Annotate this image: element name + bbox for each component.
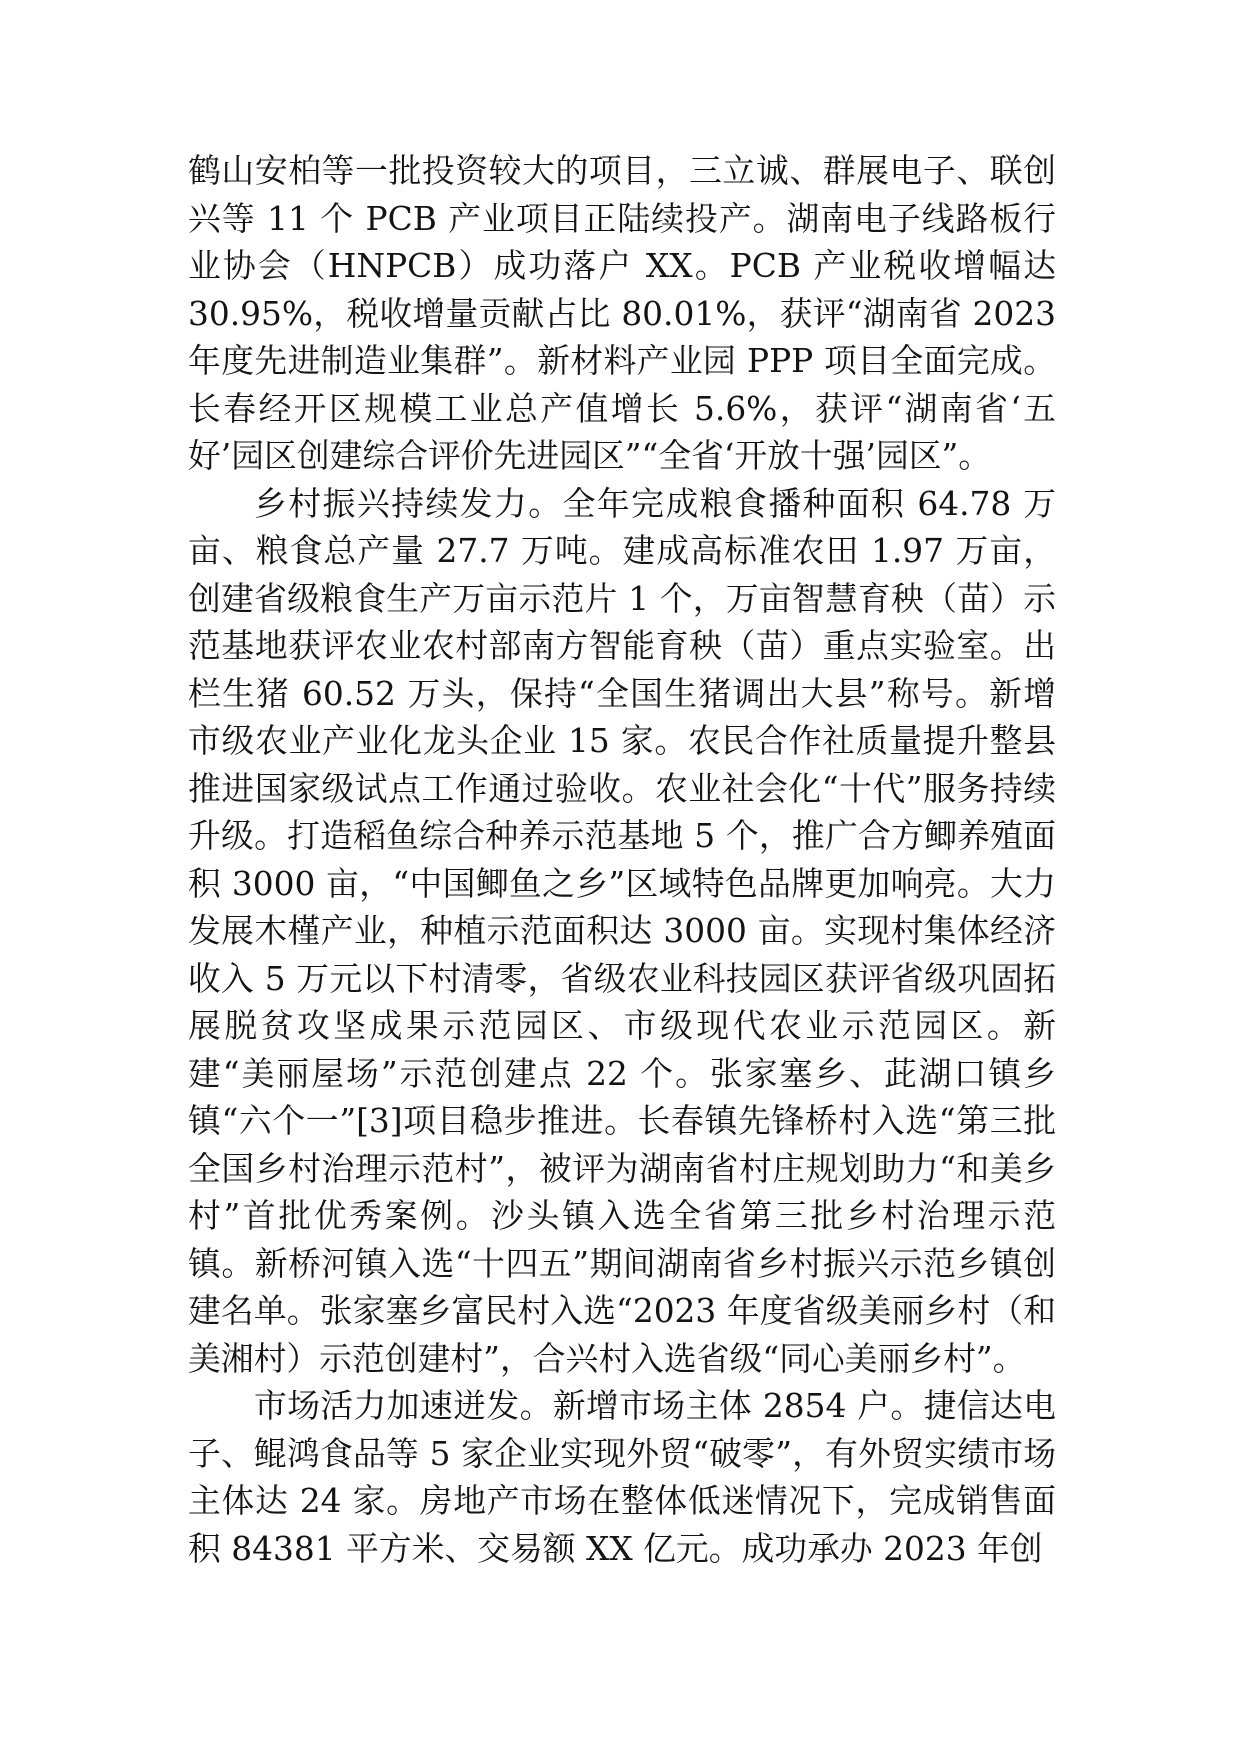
paragraph-market-vitality: 市场活力加速迸发。新增市场主体 2854 户。捷信达电子、鲲鸿食品等 5 家企业实现外贸“破零”，有外贸实绩市场主体达 24 家。房地产市场在整体低迷情况下，完成销售面积 84381 平方米、交易额 XX 亿元。成功承办 2023 年创 [188,1387,1056,1568]
paragraph-industry-projects: 鹤山安柏等一批投资较大的项目，三立诚、群展电子、联创兴等 11 个 PCB 产业项目正陆续投产。湖南电子线路板行业协会（HNPCB）成功落户 XX。PCB 产业税收增幅达30.95%，税收增量贡献占比 80.01%，获评“湖南省 2023 年度先进制造业集群”。新材料产业园 PPP 项目全面完成。长春经开区规模工业总产值增长 5.6%，获评“湖南省‘五好’园区创建综合评价先进园区”“全省‘开放十强’园区”。 [188,152,1067,475]
document-body [188,148,1067,1573]
paragraph-rural-revitalization: 乡村振兴持续发力。全年完成粮食播种面积 64.78 万亩、粮食总产量 27.7 万吨。建成高标准农田 1.97 万亩，创建省级粮食生产万亩示范片 1 个，万亩智慧育秧（苗）示范基地获评农业农村部南方智能育秧（苗）重点实验室。出栏生猪 60.52 万头，保持“全国生猪调出大县”称号。新增市级农业产业化龙头企业 15 家。农民合作社质量提升整县推进国家级试点工作通过验收。农业社会化“十代”服务持续升级。打造稻鱼综合种养示范基地 5 个，推广合方鲫养殖面积 3000 亩，“中国鲫鱼之乡”区域特色品牌更加响亮。大力发展木槿产业，种植示范面积达 3000 亩。实现村集体经济收入 5 万元以下村清零，省级农业科技园区获评省级巩固拓展脱贫攻坚成果示范园区、市级现代农业示范园区。新建“美丽屋场”示范创建点 22 个。张家塞乡、茈湖口镇乡镇“六个一”[3]项目稳步推进。长春镇先锋桥村入选“第三批全国乡村治理示范村”，被评为湖南省村庄规划助力“和美乡村”首批优秀案例。沙头镇入选全省第三批乡村治理示范镇。新桥河镇入选“十四五”期间湖南省乡村振兴示范乡镇创建名单。张家塞乡富民村入选“2023 年度省级美丽乡村（和美湘村）示范创建村”，合兴村入选省级“同心美丽乡村”。 [188,484,1056,1378]
